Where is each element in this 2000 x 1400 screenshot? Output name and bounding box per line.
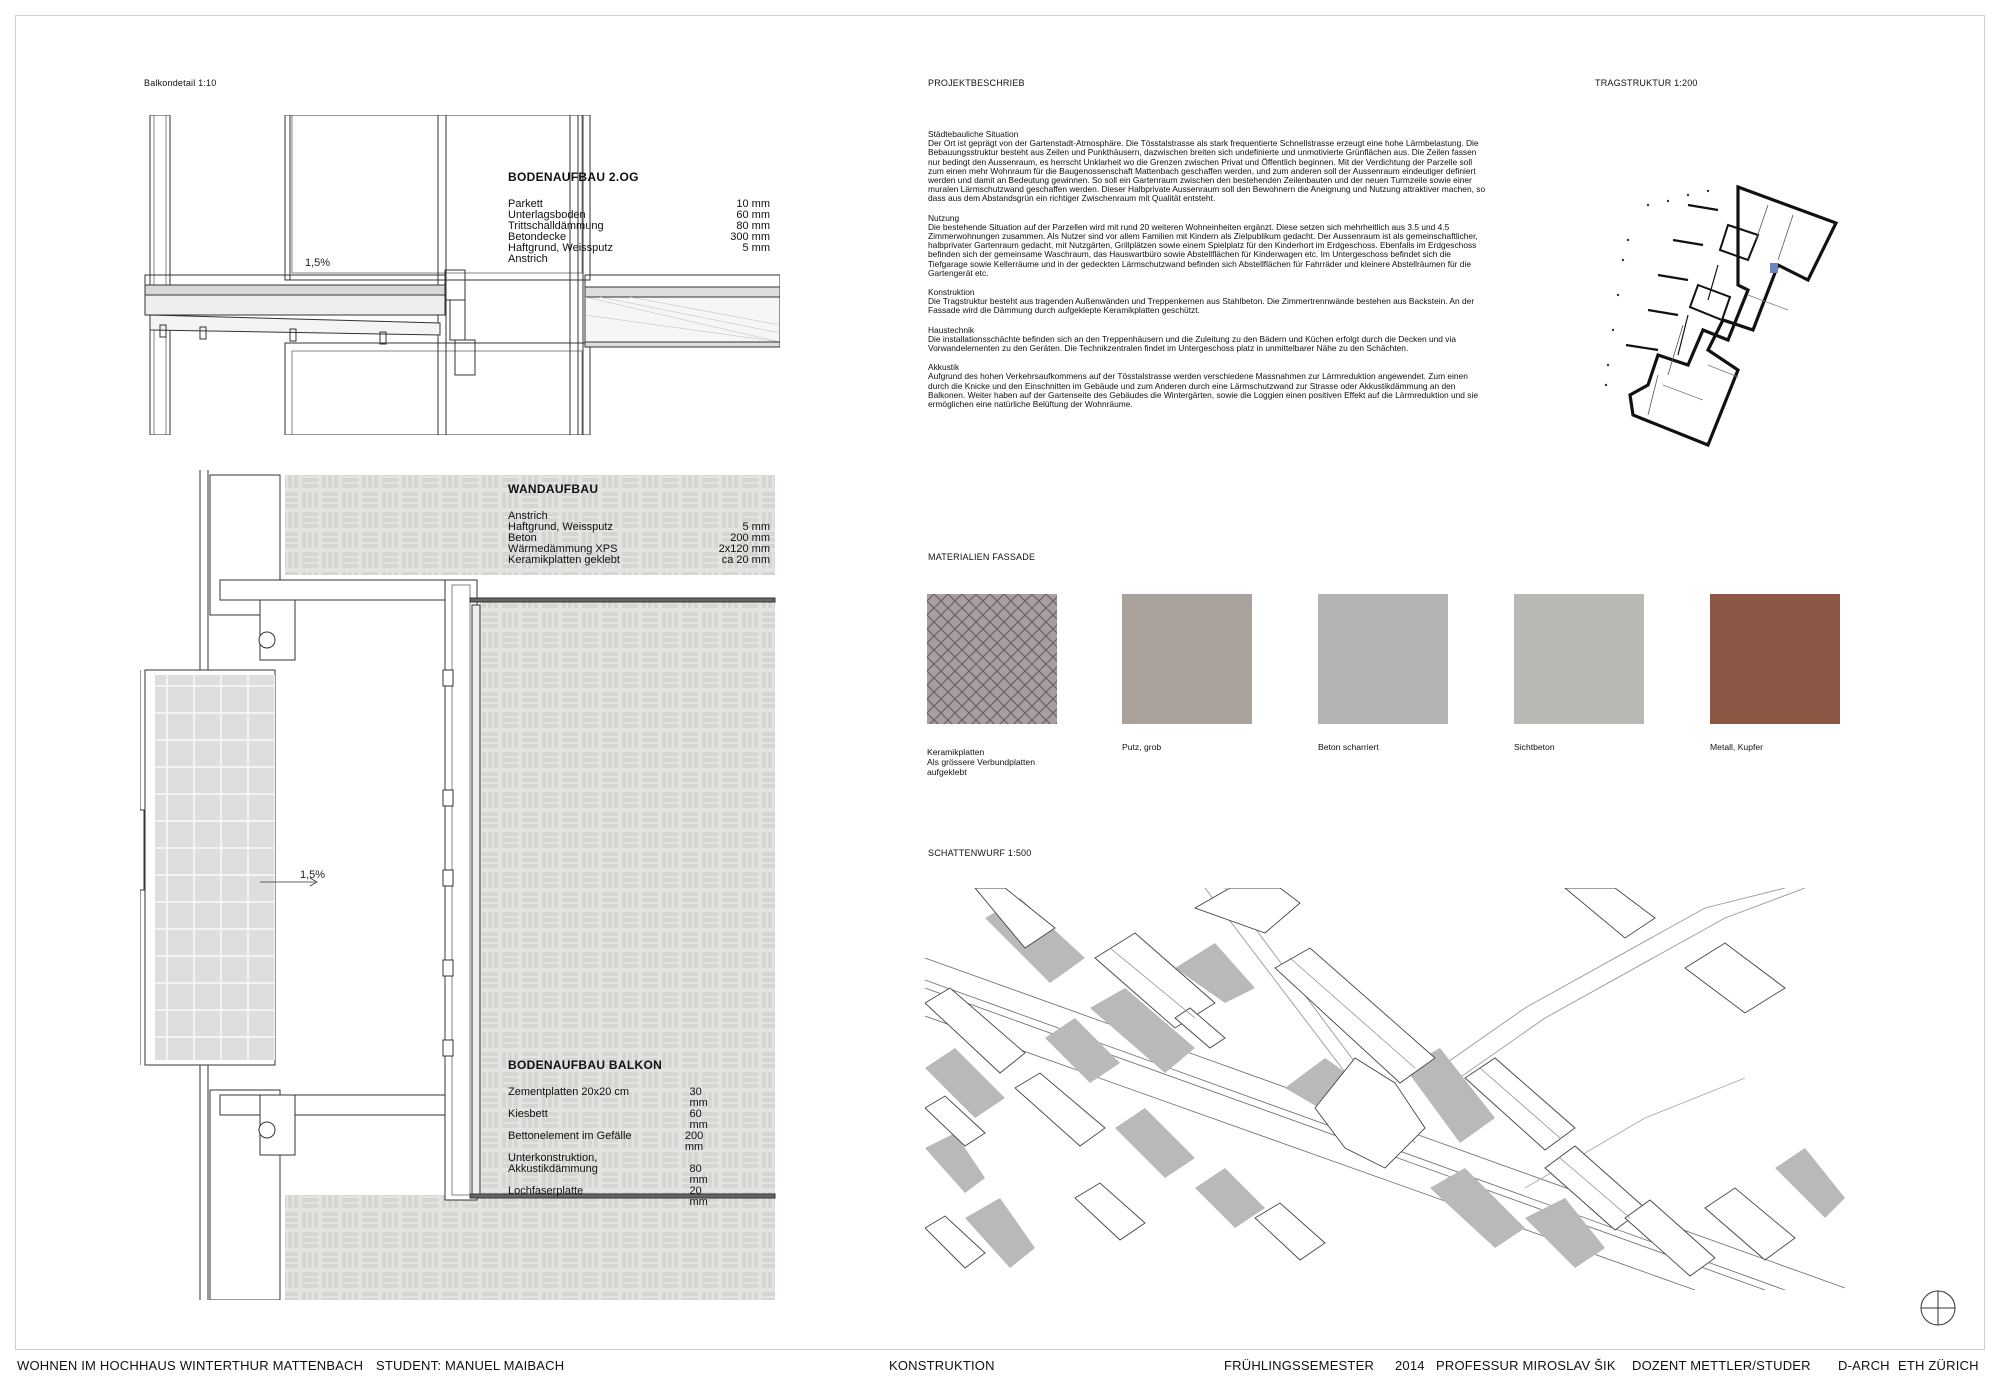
layer-name: Bettonelement im Gefälle: [508, 1130, 632, 1142]
layer-value: 5 mm: [742, 242, 770, 254]
layer-value: 300 mm: [730, 231, 770, 243]
layer-value: 200 mm: [684, 1130, 704, 1153]
footer-student: STUDENT: MANUEL MAIBACH: [376, 1358, 565, 1373]
section-text: Die bestehende Situation auf der Parzellen wird mit rund 20 weiteren Wohneinheiten ergänzt. Diese setzen sich mehrheitlich aus 3.5 und 4.5 Zimmerwohnungen zusammen. Als Nutzer sind vor allem Familien mit Kindern als Zielpublikum gedacht. Der Aussenraum ist als gemeinschaftlicher, halbprivater Gartenraum gedacht, mit Nutzgärten, Grillplätzen sowie einem Spielplatz für den Kinderhort im Erdgeschoss. Ebenfalls im Erdgeschoss befinden sich der gemeinsame Waschraum, das Hauswartbüro sowie Abstellflächen für Kinderwagen etc. Im Untergeschoss befindet sich die Tiefgarage sowie Kellerräume und in der gedeckten Lärmschutzwand befinden sich Abstellflächen für Fahrräder und kleinere Abstellräumen für die Gartengerät etc.: [928, 221, 1478, 278]
footer-semester: FRÜHLINGSSEMESTER: [1224, 1358, 1375, 1373]
description-section: [928, 326, 1488, 354]
section-title: Konstruktion: [928, 287, 975, 298]
section-text: Die installationsschächte befinden sich an den Treppenhäusern und die Zuleitung zu den Bädern und Küchen erfolgt durch die Decken und via Vorwandelementen zu den Geräten. Die Technikzentralen findet im Untergeschoss platz in unmittelbarer Nähe zu den Schächten.: [928, 333, 1456, 354]
layer-name: Lochfaserplatte: [508, 1185, 584, 1197]
layer-name: Parkett: [508, 198, 543, 210]
north-arrow-icon: [1918, 1288, 1958, 1328]
layer-name: Anstrich: [508, 253, 548, 265]
section-title: Haustechnik: [928, 324, 975, 335]
copper-swatch-image: [1710, 594, 1840, 724]
layer-value: 60 mm: [736, 209, 770, 221]
balcony-floor-spec: [508, 1060, 720, 1208]
description-section: [928, 288, 1488, 316]
layer-name: Zementplatten 20x20 cm: [508, 1086, 630, 1098]
material-swatch-exposed-concrete: [1514, 594, 1644, 752]
shadow-site-plan: [925, 888, 1845, 1290]
layer-name: Wärmedämmung XPS: [508, 543, 618, 555]
footer-school: ETH ZÜRICH: [1898, 1358, 1979, 1373]
section-title: Nutzung: [928, 212, 960, 223]
layer-value: 80 mm: [689, 1163, 708, 1186]
wall-spec-title: WANDAUFBAU: [508, 482, 599, 496]
layer-value: 60 mm: [689, 1108, 708, 1131]
layer-value: 10 mm: [736, 198, 770, 210]
layer-name: Unterlagsboden: [508, 209, 586, 221]
layer-value: 5 mm: [742, 521, 770, 533]
material-swatch-ceramic: [927, 594, 1057, 777]
material-label: Putz, grob: [1122, 742, 1162, 752]
layer-name: Keramikplatten geklebt: [508, 554, 620, 566]
layer-name: Akkustikdämmung: [508, 1163, 598, 1175]
project-description: [928, 130, 1488, 419]
material-label: Sichtbeton: [1514, 742, 1555, 752]
section-text: Die Tragstruktur besteht aus tragenden Außenwänden und Treppenkernen aus Stahlbeton. Die Zimmertrennwände bestehen aus Backstein. An der Fassade wird die Dämmung durch aufgeklepte Keramikplatten geschützt.: [928, 296, 1475, 316]
layer-name: Kiesbett: [508, 1108, 548, 1120]
description-section: [928, 363, 1488, 409]
layer-value: 200 mm: [730, 532, 770, 544]
balcony-detail-caption: Balkondetail 1:10: [144, 78, 217, 88]
section-text: Aufgrund des hohen Verkehrsaufkommens auf der Tösstalstrasse werden verschiedene Massnahmen zur Lärmreduktion angewendet. Zum einen durch die Knicke und den Einschnitten im Gebäude und zum Anderen durch eine Lärmschutzwand zur Strasse oder Akkustikdämmung an den Balkonen. Weiter haben auf der Gartenseite des Gebäudes die Wintergärten, sowie die Loggien einen positiven Effekt auf die Lärmreduktion und sie ermöglichen eine natürliche Belüftung der Wohnräume.: [928, 371, 1478, 410]
layer-name: Anstrich: [508, 510, 548, 522]
material-label: Metall, Kupfer: [1710, 742, 1764, 752]
footer-department: D-ARCH: [1838, 1358, 1890, 1373]
material-swatch-plaster: [1122, 594, 1252, 752]
material-swatch-concrete-scharriert: [1318, 594, 1448, 752]
materials-caption: MATERIALIEN FASSADE: [928, 552, 1036, 562]
layer-value: 20 mm: [689, 1185, 708, 1208]
concrete-swatch-image: [1318, 594, 1448, 724]
material-label: Beton scharriert: [1318, 742, 1379, 752]
layer-value: ca 20 mm: [721, 554, 770, 566]
layer-name: Betondecke: [508, 231, 567, 243]
floor-2og-spec: [508, 172, 770, 265]
project-description-caption: PROJEKTBESCHRIEB: [928, 78, 1025, 88]
plaster-swatch-image: [1122, 594, 1252, 724]
structure-plan-drawing: [1588, 165, 1848, 455]
layer-name: Trittschalldämmung: [508, 220, 604, 232]
balcony-section-drawing: [140, 115, 780, 435]
material-swatch-copper: [1710, 594, 1840, 752]
structure-caption: TRAGSTRUKTUR 1:200: [1595, 78, 1698, 88]
material-label: Keramikplatten Als grössere Verbundplatten aufgeklebt: [927, 747, 1035, 777]
description-section: [928, 130, 1488, 204]
section-title: Städtebauliche Situation: [928, 129, 1019, 139]
slope-label-plan: 1,5%: [300, 869, 326, 881]
footer-year: 2014: [1395, 1358, 1425, 1373]
section-title: Akkustik: [928, 362, 960, 373]
slope-label-upper: 1,5%: [305, 257, 331, 269]
layer-value: 80 mm: [736, 220, 770, 232]
layer-name: Beton: [508, 532, 537, 544]
footer-lecturer: DOZENT METTLER/STUDER: [1632, 1358, 1811, 1373]
layer-value: 2x120 mm: [718, 543, 770, 555]
exposed-concrete-swatch-image: [1514, 594, 1644, 724]
section-text: Der Ort ist geprägt von der Gartenstadt-Atmosphäre. Die Tösstalstrasse als stark frequentierte Schnellstrasse erzeugt eine hohe Lärmbelastung. Die Bebauungsstruktur besteht aus Zeilen und Punkthäusern, dazwischen breiten sich undefinierte und unmotivierte Grünflächen aus. Die Zeilen fassen nur bedingt den Aussenraum, es herrscht Unklarheit wo die Grenzen zwischen Privat und Öffentlich beginnen. Mit der Verdichtung der Parzelle soll zum einen mehr Wohnraum für die Baugenossenschaft Mattenbach geschaffen werden, und zum anderen soll der Aussenraum eindeutiger definiert werden und damit an Bedeutung gewinnen. So soll ein Gartenraum zwischen den bestehenden Zeilenbauten und der neuen Turmzeile sowie einer muralen Lärmschutzwand geschaffen werden. Dieser Halbprivate Aussenraum soll den Bewohnern die Aneignung und Nutzung attraktiver machen, so dass aus dem Abstandsgrün ein richtiger Zwischenraum mit Qualität entsteht.: [928, 138, 1486, 204]
layer-name: Unterkonstruktion,: [508, 1152, 598, 1164]
footer-professor: PROFESSUR MIROSLAV ŠIK: [1436, 1358, 1616, 1373]
description-section: [928, 214, 1488, 278]
layer-value: 30 mm: [689, 1086, 708, 1109]
footer-topic: KONSTRUKTION: [889, 1358, 995, 1373]
ceramic-swatch-image: [927, 594, 1057, 724]
shadow-caption: SCHATTENWURF 1:500: [928, 848, 1032, 858]
layer-name: Haftgrund, Weissputz: [508, 521, 613, 533]
balcony-floor-title: BODENAUFBAU BALKON: [508, 1058, 663, 1072]
footer-project: WOHNEN IM HOCHHAUS WINTERTHUR MATTENBACH: [17, 1358, 364, 1373]
layer-name: Haftgrund, Weissputz: [508, 242, 613, 254]
floor-2og-title: BODENAUFBAU 2.OG: [508, 170, 639, 184]
wall-spec: [508, 484, 770, 566]
